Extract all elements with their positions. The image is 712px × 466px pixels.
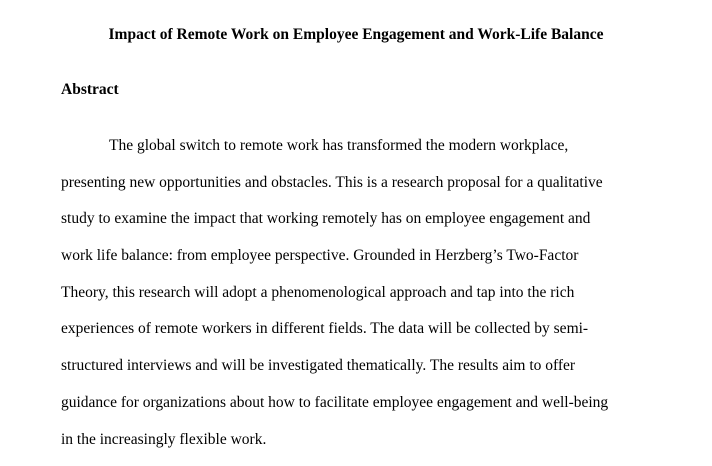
abstract-line: The global switch to remote work has transformed the modern workplace, [61, 136, 661, 173]
abstract-line: presenting new opportunities and obstacles. This is a research proposal for a qualitative [61, 173, 661, 210]
abstract-paragraph [61, 136, 661, 466]
abstract-line: work life balance: from employee perspective. Grounded in Herzberg’s Two-Factor [61, 246, 661, 283]
abstract-line: structured interviews and will be investigated thematically. The results aim to offer [61, 356, 661, 393]
abstract-line: Theory, this research will adopt a phenomenological approach and tap into the rich [61, 283, 661, 320]
section-heading-abstract: Abstract [61, 80, 119, 100]
abstract-line: in the increasingly flexible work. [61, 430, 661, 466]
abstract-line: study to examine the impact that working remotely has on employee engagement and [61, 209, 661, 246]
abstract-line: guidance for organizations about how to facilitate employee engagement and well-being [61, 393, 661, 430]
document-title: Impact of Remote Work on Employee Engagement and Work-Life Balance [0, 25, 712, 45]
abstract-line: experiences of remote workers in different fields. The data will be collected by semi- [61, 319, 661, 356]
